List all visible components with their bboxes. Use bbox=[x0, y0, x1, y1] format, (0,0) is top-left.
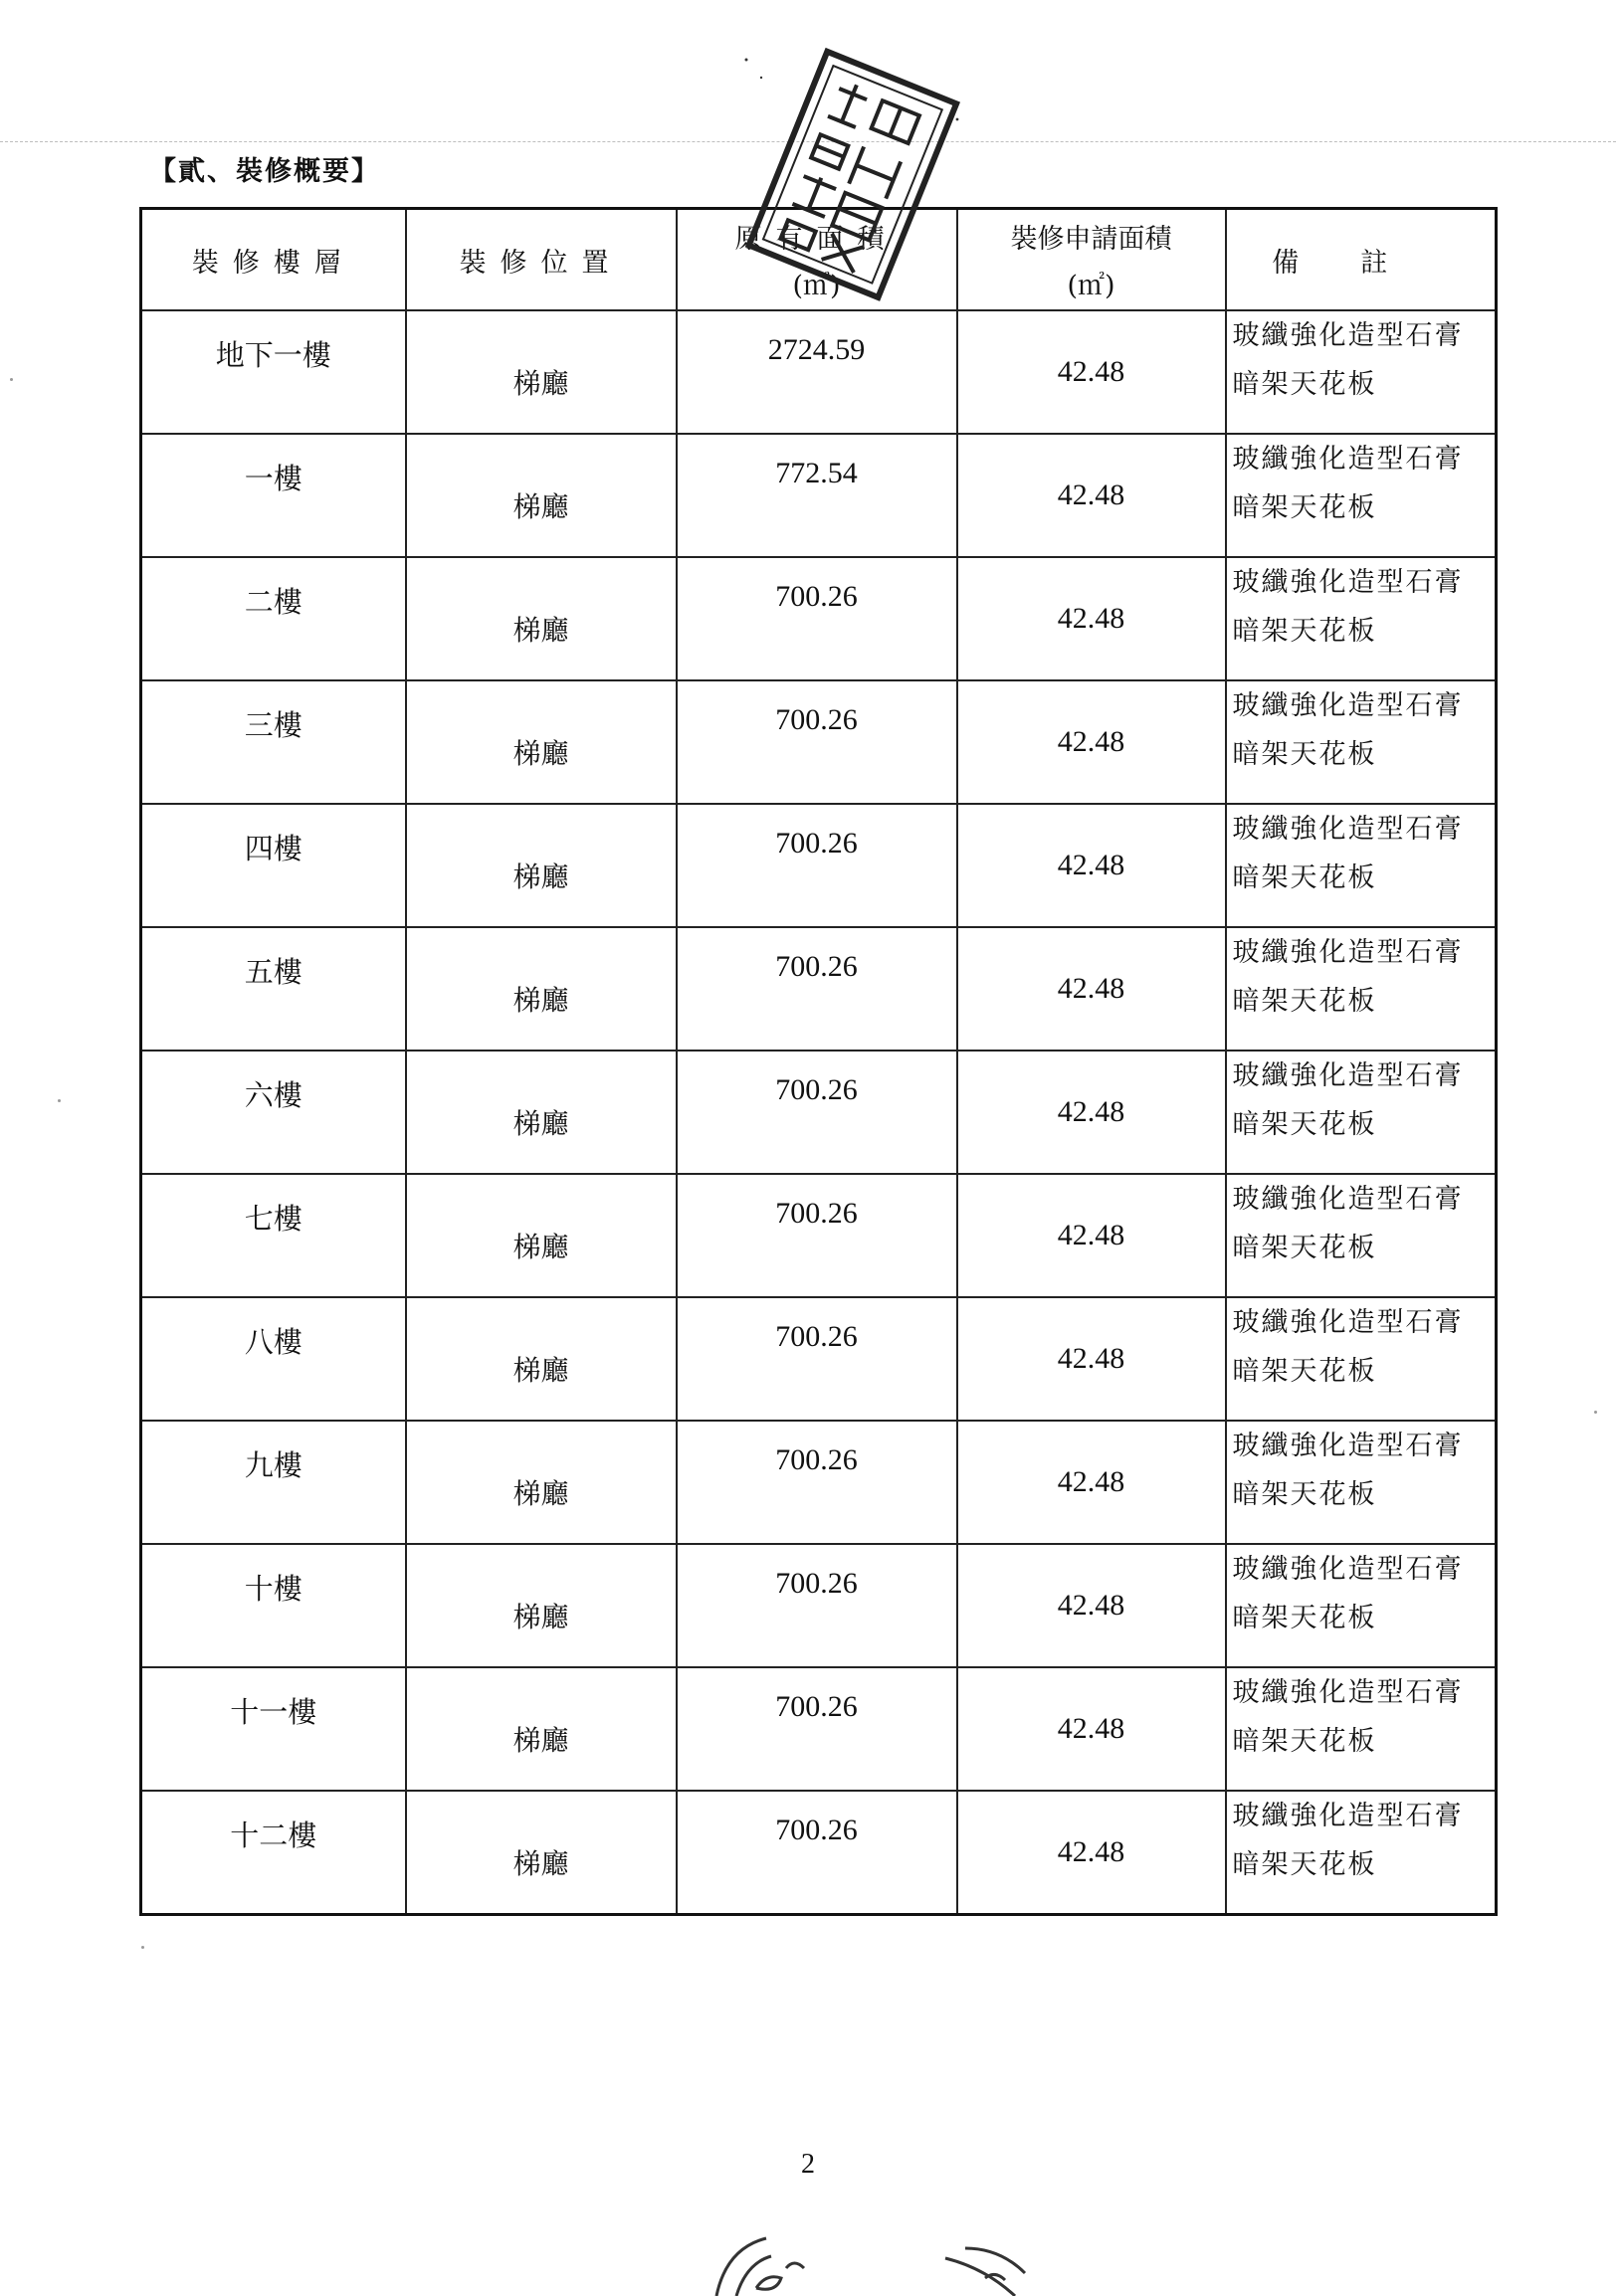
location-cell: 梯廳 bbox=[406, 680, 677, 804]
page-number: 2 bbox=[801, 2149, 815, 2180]
remark-line: 玻纖強化造型石膏 bbox=[1232, 320, 1464, 351]
remark-line: 暗架天花板 bbox=[1232, 1109, 1377, 1140]
remark-line: 暗架天花板 bbox=[1232, 369, 1377, 400]
original-area-cell: 700.26 bbox=[677, 1544, 957, 1667]
remark-cell bbox=[1226, 804, 1497, 927]
location-cell: 梯廳 bbox=[406, 1421, 677, 1544]
applied-area-cell: 42.48 bbox=[957, 1051, 1226, 1174]
remark-cell bbox=[1226, 1051, 1497, 1174]
remark-line: 暗架天花板 bbox=[1232, 616, 1377, 647]
remark-line: 玻纖強化造型石膏 bbox=[1232, 567, 1464, 598]
applied-area-cell: 42.48 bbox=[957, 1421, 1226, 1544]
renovation-summary-table bbox=[139, 207, 1498, 1916]
remark-cell bbox=[1226, 1174, 1497, 1297]
remark-cell bbox=[1226, 1297, 1497, 1421]
original-area-cell: 700.26 bbox=[677, 804, 957, 927]
floor-cell: 十一樓 bbox=[141, 1667, 406, 1791]
location-cell: 梯廳 bbox=[406, 1544, 677, 1667]
original-area-cell: 700.26 bbox=[677, 927, 957, 1051]
table-row bbox=[141, 804, 1497, 927]
bottom-seal-stamp bbox=[697, 2228, 1055, 2296]
remark-line: 玻纖強化造型石膏 bbox=[1232, 1554, 1464, 1585]
applied-area-cell: 42.48 bbox=[957, 1791, 1226, 1915]
remark-cell bbox=[1226, 927, 1497, 1051]
original-area-cell: 700.26 bbox=[677, 1791, 957, 1915]
table-row bbox=[141, 1544, 1497, 1667]
table-row bbox=[141, 557, 1497, 680]
table-row bbox=[141, 680, 1497, 804]
section-title: 【貳、裝修概要】 bbox=[149, 156, 380, 187]
remark-line: 暗架天花板 bbox=[1232, 1726, 1377, 1757]
header-location: 裝修位置 bbox=[406, 209, 677, 311]
table-row bbox=[141, 434, 1497, 557]
location-cell: 梯廳 bbox=[406, 557, 677, 680]
remark-cell bbox=[1226, 310, 1497, 434]
location-cell: 梯廳 bbox=[406, 927, 677, 1051]
remark-line: 暗架天花板 bbox=[1232, 1603, 1377, 1633]
remark-cell bbox=[1226, 1544, 1497, 1667]
remark-line: 暗架天花板 bbox=[1232, 1479, 1377, 1510]
location-cell: 梯廳 bbox=[406, 804, 677, 927]
location-cell: 梯廳 bbox=[406, 1667, 677, 1791]
header-applied-area: 裝修申請面積 (㎡) bbox=[957, 209, 1226, 311]
applied-area-cell: 42.48 bbox=[957, 804, 1226, 927]
original-area-cell: 700.26 bbox=[677, 1667, 957, 1791]
floor-cell: 七樓 bbox=[141, 1174, 406, 1297]
remark-line: 玻纖強化造型石膏 bbox=[1232, 1677, 1464, 1708]
table-row bbox=[141, 1791, 1497, 1915]
scan-speck bbox=[58, 1099, 61, 1102]
remark-line: 玻纖強化造型石膏 bbox=[1232, 444, 1464, 475]
table-row bbox=[141, 1421, 1497, 1544]
floor-cell: 六樓 bbox=[141, 1051, 406, 1174]
floor-cell: 八樓 bbox=[141, 1297, 406, 1421]
floor-cell: 十二樓 bbox=[141, 1791, 406, 1915]
remark-cell bbox=[1226, 1667, 1497, 1791]
original-area-cell: 700.26 bbox=[677, 1051, 957, 1174]
location-cell: 梯廳 bbox=[406, 1051, 677, 1174]
applied-area-cell: 42.48 bbox=[957, 1544, 1226, 1667]
scan-line bbox=[0, 141, 1616, 142]
remark-cell bbox=[1226, 1421, 1497, 1544]
floor-cell: 一樓 bbox=[141, 434, 406, 557]
header-remarks: 備註 bbox=[1226, 209, 1497, 311]
applied-area-cell: 42.48 bbox=[957, 310, 1226, 434]
table-row bbox=[141, 1174, 1497, 1297]
remark-line: 玻纖強化造型石膏 bbox=[1232, 1060, 1464, 1091]
applied-area-cell: 42.48 bbox=[957, 680, 1226, 804]
remark-line: 玻纖強化造型石膏 bbox=[1232, 937, 1464, 968]
floor-cell: 地下一樓 bbox=[141, 310, 406, 434]
scan-speck bbox=[10, 378, 13, 381]
applied-area-cell: 42.48 bbox=[957, 434, 1226, 557]
location-cell: 梯廳 bbox=[406, 1174, 677, 1297]
original-area-cell: 2724.59 bbox=[677, 310, 957, 434]
remark-line: 玻纖強化造型石膏 bbox=[1232, 1431, 1464, 1461]
original-area-cell: 772.54 bbox=[677, 434, 957, 557]
table-row bbox=[141, 927, 1497, 1051]
original-area-cell: 700.26 bbox=[677, 1174, 957, 1297]
scan-speck bbox=[141, 1946, 144, 1949]
table-row bbox=[141, 1667, 1497, 1791]
remark-line: 暗架天花板 bbox=[1232, 739, 1377, 770]
floor-cell: 九樓 bbox=[141, 1421, 406, 1544]
original-area-cell: 700.26 bbox=[677, 1297, 957, 1421]
remark-line: 暗架天花板 bbox=[1232, 1233, 1377, 1263]
applied-area-cell: 42.48 bbox=[957, 1667, 1226, 1791]
remark-line: 玻纖強化造型石膏 bbox=[1232, 1307, 1464, 1338]
floor-cell: 二樓 bbox=[141, 557, 406, 680]
location-cell: 梯廳 bbox=[406, 1297, 677, 1421]
header-floor: 裝修樓層 bbox=[141, 209, 406, 311]
floor-cell: 五樓 bbox=[141, 927, 406, 1051]
applied-area-cell: 42.48 bbox=[957, 1174, 1226, 1297]
applied-area-cell: 42.48 bbox=[957, 927, 1226, 1051]
remark-line: 玻纖強化造型石膏 bbox=[1232, 1801, 1464, 1831]
original-area-cell: 700.26 bbox=[677, 680, 957, 804]
floor-cell: 四樓 bbox=[141, 804, 406, 927]
location-cell: 梯廳 bbox=[406, 434, 677, 557]
header-original-area: 原有面積 (㎡) bbox=[677, 209, 957, 311]
original-area-cell: 700.26 bbox=[677, 1421, 957, 1544]
remark-cell bbox=[1226, 557, 1497, 680]
table-row bbox=[141, 1297, 1497, 1421]
remark-line: 暗架天花板 bbox=[1232, 1849, 1377, 1880]
floor-cell: 十樓 bbox=[141, 1544, 406, 1667]
remark-cell bbox=[1226, 680, 1497, 804]
remark-line: 暗架天花板 bbox=[1232, 492, 1377, 523]
applied-area-cell: 42.48 bbox=[957, 1297, 1226, 1421]
location-cell: 梯廳 bbox=[406, 1791, 677, 1915]
applied-area-cell: 42.48 bbox=[957, 557, 1226, 680]
original-area-cell: 700.26 bbox=[677, 557, 957, 680]
floor-cell: 三樓 bbox=[141, 680, 406, 804]
table-header-row bbox=[141, 209, 1497, 311]
remark-cell bbox=[1226, 1791, 1497, 1915]
remark-line: 暗架天花板 bbox=[1232, 862, 1377, 893]
remark-line: 暗架天花板 bbox=[1232, 986, 1377, 1017]
remark-cell bbox=[1226, 434, 1497, 557]
table-row bbox=[141, 310, 1497, 434]
remark-line: 玻纖強化造型石膏 bbox=[1232, 690, 1464, 721]
remark-line: 玻纖強化造型石膏 bbox=[1232, 814, 1464, 845]
remark-line: 暗架天花板 bbox=[1232, 1356, 1377, 1387]
table-row bbox=[141, 1051, 1497, 1174]
scan-speck bbox=[1594, 1411, 1597, 1414]
remark-line: 玻纖強化造型石膏 bbox=[1232, 1184, 1464, 1215]
location-cell: 梯廳 bbox=[406, 310, 677, 434]
